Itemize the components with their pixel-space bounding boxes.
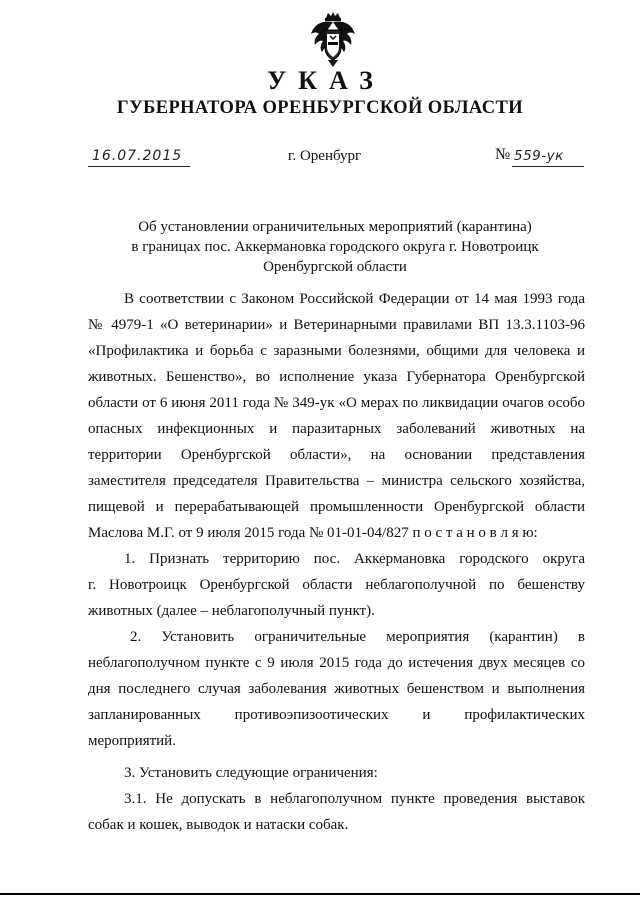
decree-heading [100,217,570,277]
body-line: В соответствии с Законом Российской Федерации от 14 мая 1993 года [124,291,585,307]
number-underline [512,166,584,167]
clause-3-line: 3. Установить следующие ограничения: [124,765,378,781]
clause-3-1-line: 3.1. Не допускать в неблагополучном пункте проведения выставок [124,791,585,807]
clause-2-line: неблагополучном пункте с 9 июля 2015 года до истечения двух месяцев со [88,655,585,671]
clause-2-line: мероприятий. [88,733,176,749]
clause-1-line: г. Новотроицк Оренбургской области неблагополучной по бешенству [88,577,585,593]
date-underline [88,166,190,167]
body-line: территории Оренбургской области», на основании представления [88,447,585,463]
body-line: Маслова М.Г. от 9 июля 2015 года № 01-01-04/827 п о с т а н о в л я ю: [88,525,538,541]
decree-date: 16.07.2015 [92,148,183,164]
decree-number: 559-ук [514,148,564,164]
clause-3-1-line: собак и кошек, выводок и натаски собак. [88,817,349,833]
body-line: области от 6 июня 2011 года № 349-ук «О мерах по ликвидации очагов особо [88,395,585,411]
page-bottom-border [0,893,640,895]
decree-issuer: ГУБЕРНАТОРА ОРЕНБУРГСКОЙ ОБЛАСТИ [116,98,524,118]
clause-2-line: запланированных противоэпизоотических и профилактических [88,707,585,723]
heading-line: Об установлении ограничительных мероприятий (карантина) [138,219,532,235]
body-line: животных. Бешенство», во исполнение указа Губернатора Оренбургской [88,369,585,385]
clause-2-line: 2. Установить ограничительные мероприятия (карантин) в [130,629,585,645]
body-line: заместителя председателя Правительства – министра сельского хозяйства, [88,473,585,489]
clause-1-line: 1. Признать территорию пос. Аккермановка городского округа [124,551,585,567]
clause-1-line: животных (далее – неблагополучный пункт). [88,603,375,619]
number-label: № [495,146,511,163]
body-line: «Профилактика и борьба с заразными болезнями, общими для человека и [88,343,585,359]
heading-line: в границах пос. Аккермановка городского округа г. Новотроицк [131,239,539,255]
coat-of-arms-emblem [308,10,358,68]
body-line: № 4979-1 «О ветеринарии» и Ветеринарными правилами ВП 13.3.1103-96 [88,317,585,333]
body-line: опасных инфекционных и паразитарных заболеваний животных на [88,421,585,437]
clause-2-line: дня последнего случая заболевания животных бешенством и выполнения [88,681,585,697]
heading-line: Оренбургской области [263,259,407,275]
body-line: пищевой и перерабатывающей промышленности Оренбургской области [88,499,585,515]
decree-title: УКАЗ [267,66,385,95]
issue-city: г. Оренбург [288,148,362,164]
